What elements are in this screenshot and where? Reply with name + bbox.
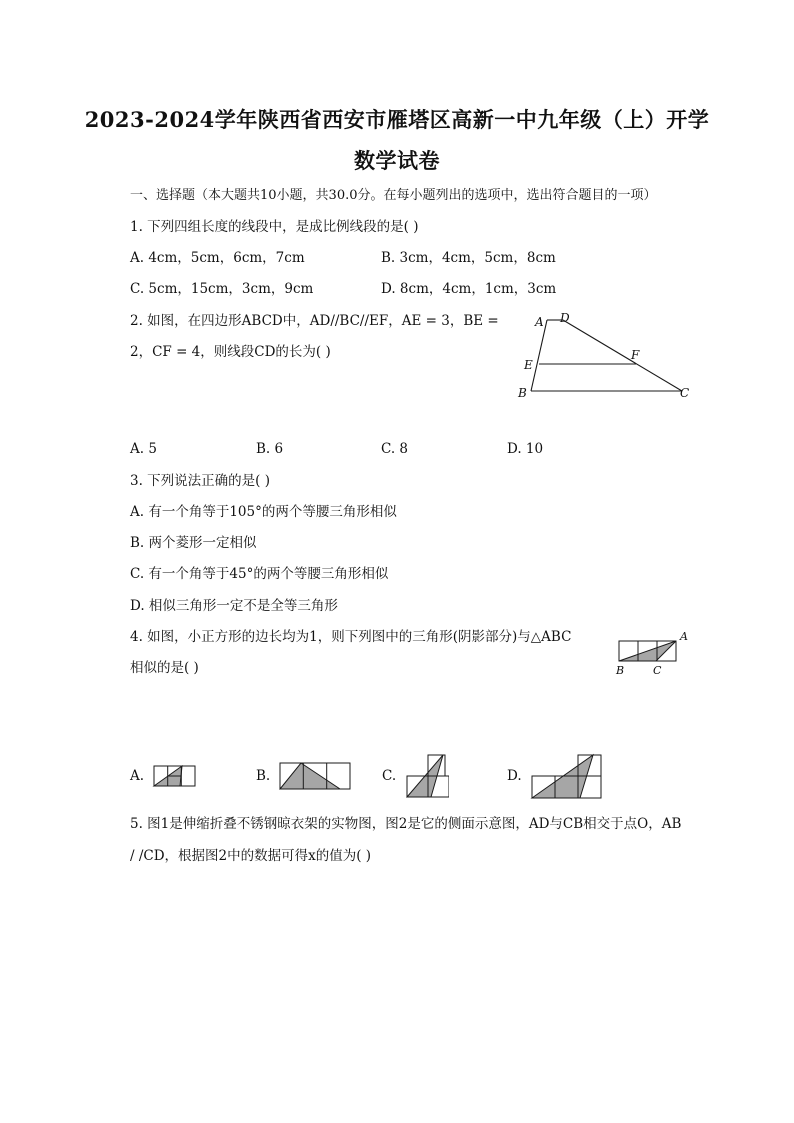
q2-label-e: E — [524, 358, 533, 372]
q1-option-d: D. 8cm，4cm，1cm，3cm — [381, 281, 557, 297]
q4-label-c: C — [653, 664, 662, 677]
q4-option-c-label: C. — [382, 768, 397, 784]
q2-label-b: B — [518, 386, 527, 400]
q2-label-c: C — [680, 386, 690, 400]
section-heading: 一、选择题（本大题共10小题，共30.0分。在每小题列出的选项中，选出符合题目的一项） — [130, 188, 657, 203]
page-title-line1: 2023-2024学年陕西省西安市雁塔区高新一中九年级（上）开学 — [84, 107, 710, 132]
q4-option-c-figure — [403, 751, 449, 801]
q4-label-a: A — [680, 630, 688, 643]
q4-option-d-label: D. — [507, 768, 522, 784]
q4-abc-figure — [610, 628, 694, 678]
q5-stem-line1: 5. 图1是伸缩折叠不锈钢晾衣架的实物图，图2是它的侧面示意图，AD与CB相交于点O，AB — [130, 816, 682, 832]
q2-stem-line1: 2. 如图，在四边形ABCD中，AD//BC//EF，AE = 3，BE = — [130, 313, 499, 329]
q4-option-b-figure — [278, 760, 353, 792]
q2-trapezoid-figure — [510, 308, 700, 404]
q1-option-c: C. 5cm，15cm，3cm，9cm — [130, 281, 314, 297]
q2-option-b: B. 6 — [256, 441, 284, 457]
q2-label-d: D — [560, 311, 570, 325]
q1-stem: 1. 下列四组长度的线段中，是成比例线段的是( ) — [130, 219, 419, 235]
q4-stem-line1: 4. 如图，小正方形的边长均为1，则下列图中的三角形(阴影部分)与△ABC — [130, 629, 572, 645]
q1-option-b: B. 3cm，4cm，5cm，8cm — [381, 250, 556, 266]
q2-option-c: C. 8 — [381, 441, 409, 457]
q3-option-a: A. 有一个角等于105°的两个等腰三角形相似 — [130, 504, 397, 520]
q4-option-d-figure — [529, 751, 603, 801]
q3-option-b: B. 两个菱形一定相似 — [130, 535, 257, 551]
page-title-line2: 数学试卷 — [354, 148, 440, 173]
q4-option-a-label: A. — [130, 768, 145, 784]
q4-abc-shaded-triangle — [619, 641, 676, 661]
q4-stem-line2: 相似的是( ) — [130, 660, 199, 676]
q4-label-b: B — [616, 664, 625, 677]
q3-stem: 3. 下列说法正确的是( ) — [130, 473, 270, 489]
q3-option-c: C. 有一个角等于45°的两个等腰三角形相似 — [130, 566, 389, 582]
q4-option-a-figure — [152, 762, 198, 790]
q2-label-a: A — [535, 315, 544, 329]
q2-option-a: A. 5 — [130, 441, 157, 457]
q1-option-a: A. 4cm，5cm，6cm，7cm — [130, 250, 305, 266]
q4-option-b-label: B. — [256, 768, 271, 784]
q3-option-d: D. 相似三角形一定不是全等三角形 — [130, 598, 338, 614]
q2-option-d: D. 10 — [507, 441, 544, 457]
q2-label-f: F — [631, 348, 640, 362]
q5-stem-line2: / /CD，根据图2中的数据可得x的值为( ) — [130, 848, 372, 864]
q2-stem-line2: 2，CF = 4，则线段CD的长为( ) — [130, 344, 331, 360]
